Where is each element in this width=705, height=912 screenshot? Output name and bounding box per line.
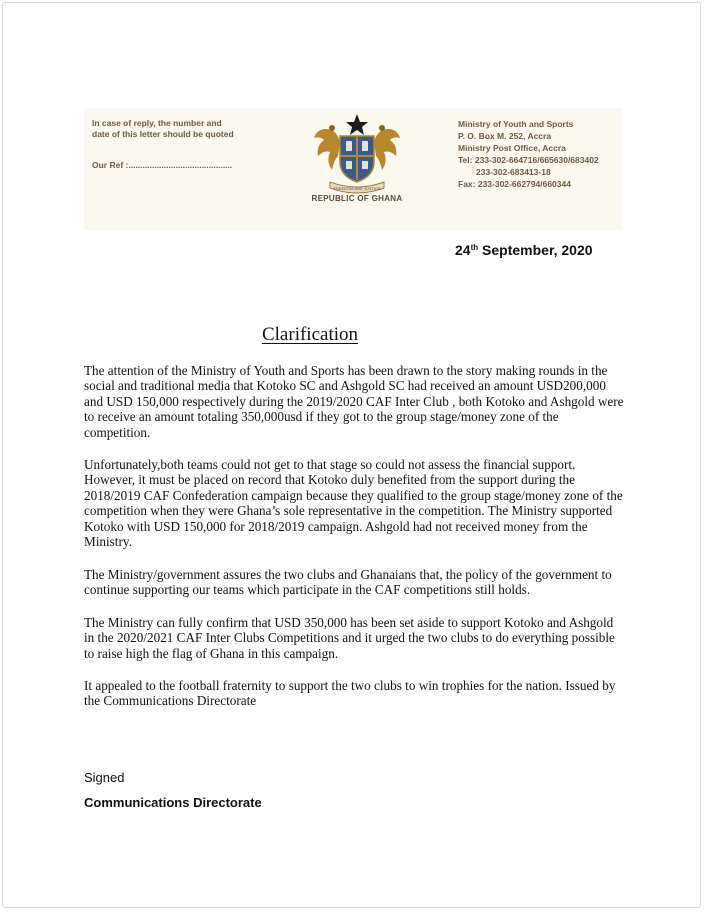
letter-date xyxy=(455,242,593,258)
ministry-address xyxy=(458,118,599,190)
letterhead xyxy=(84,108,622,230)
address-line: Ministry Post Office, Accra xyxy=(458,143,566,153)
signed-label: Signed xyxy=(84,770,125,785)
our-ref: Our Ref :............................................ xyxy=(92,160,233,170)
address-line: P. O. Box M. 252, Accra xyxy=(458,131,552,141)
motto-text: FREEDOM AND JUSTICE xyxy=(333,186,381,191)
body-paragraph: The Ministry can fully confirm that USD 350,000 has been set aside to support Kotoko and Ashgold in the 2020/2021 CAF Inter Clubs Competitions and it urged the two clubs to do everything possible to raise high the flag of Ghana in this campaign. xyxy=(84,615,615,661)
body-paragraph: It appealed to the football fraternity to support the two clubs to win trophies for the nation. Issued by the Communications Directorate xyxy=(84,678,616,709)
body-paragraph: Unfortunately,both teams could not get to that stage so could not assess the financial support. However, it must be placed on record that Kotoko duly benefited from the support during the 2018/2019 CAF Confederation campaign because they qualified to the group stage/money zone of the competition when they were Ghana’s sole representative in the competition. The Ministry supported Kotoko with USD 150,000 for 2018/2019 campaign. Ashgold had not received money from the Ministry. xyxy=(84,457,623,550)
body-paragraph: The Ministry/government assures the two clubs and Ghanaians that, the policy of the government to continue supporting our teams which participate in the CAF competitions still holds. xyxy=(84,567,612,598)
date-day: 24 xyxy=(455,242,471,258)
reply-note-line: date of this letter should be quoted xyxy=(92,129,234,139)
republic-caption: REPUBLIC OF GHANA xyxy=(311,194,403,203)
address-line: Fax: 233-302-662794/660344 xyxy=(458,179,571,189)
ghana-coat-of-arms-icon xyxy=(310,112,404,196)
date-suffix: th xyxy=(470,243,479,252)
address-line: 233-302-683413-18 xyxy=(476,167,551,177)
reply-note-line: In case of reply, the number and xyxy=(92,118,222,128)
date-rest: September, 2020 xyxy=(478,242,593,258)
document-title: Clarification xyxy=(261,324,359,345)
signatory-name: Communications Directorate xyxy=(84,795,262,810)
address-line: Ministry of Youth and Sports xyxy=(458,119,574,129)
reply-note xyxy=(92,118,234,140)
body-paragraph: The attention of the Ministry of Youth and Sports has been drawn to the story making rounds in the social and traditional media that Kotoko SC and Ashgold SC had received an amount USD200,000 and USD 150,000 respectively during the 2019/2020 CAF Inter Club , both Kotoko and Ashgold were to receive an amount totaling 350,000usd if they got to the group stage/money zone of the competition. xyxy=(84,363,624,440)
address-line: Tel: 233-302-664716/665630/683402 xyxy=(458,155,599,165)
